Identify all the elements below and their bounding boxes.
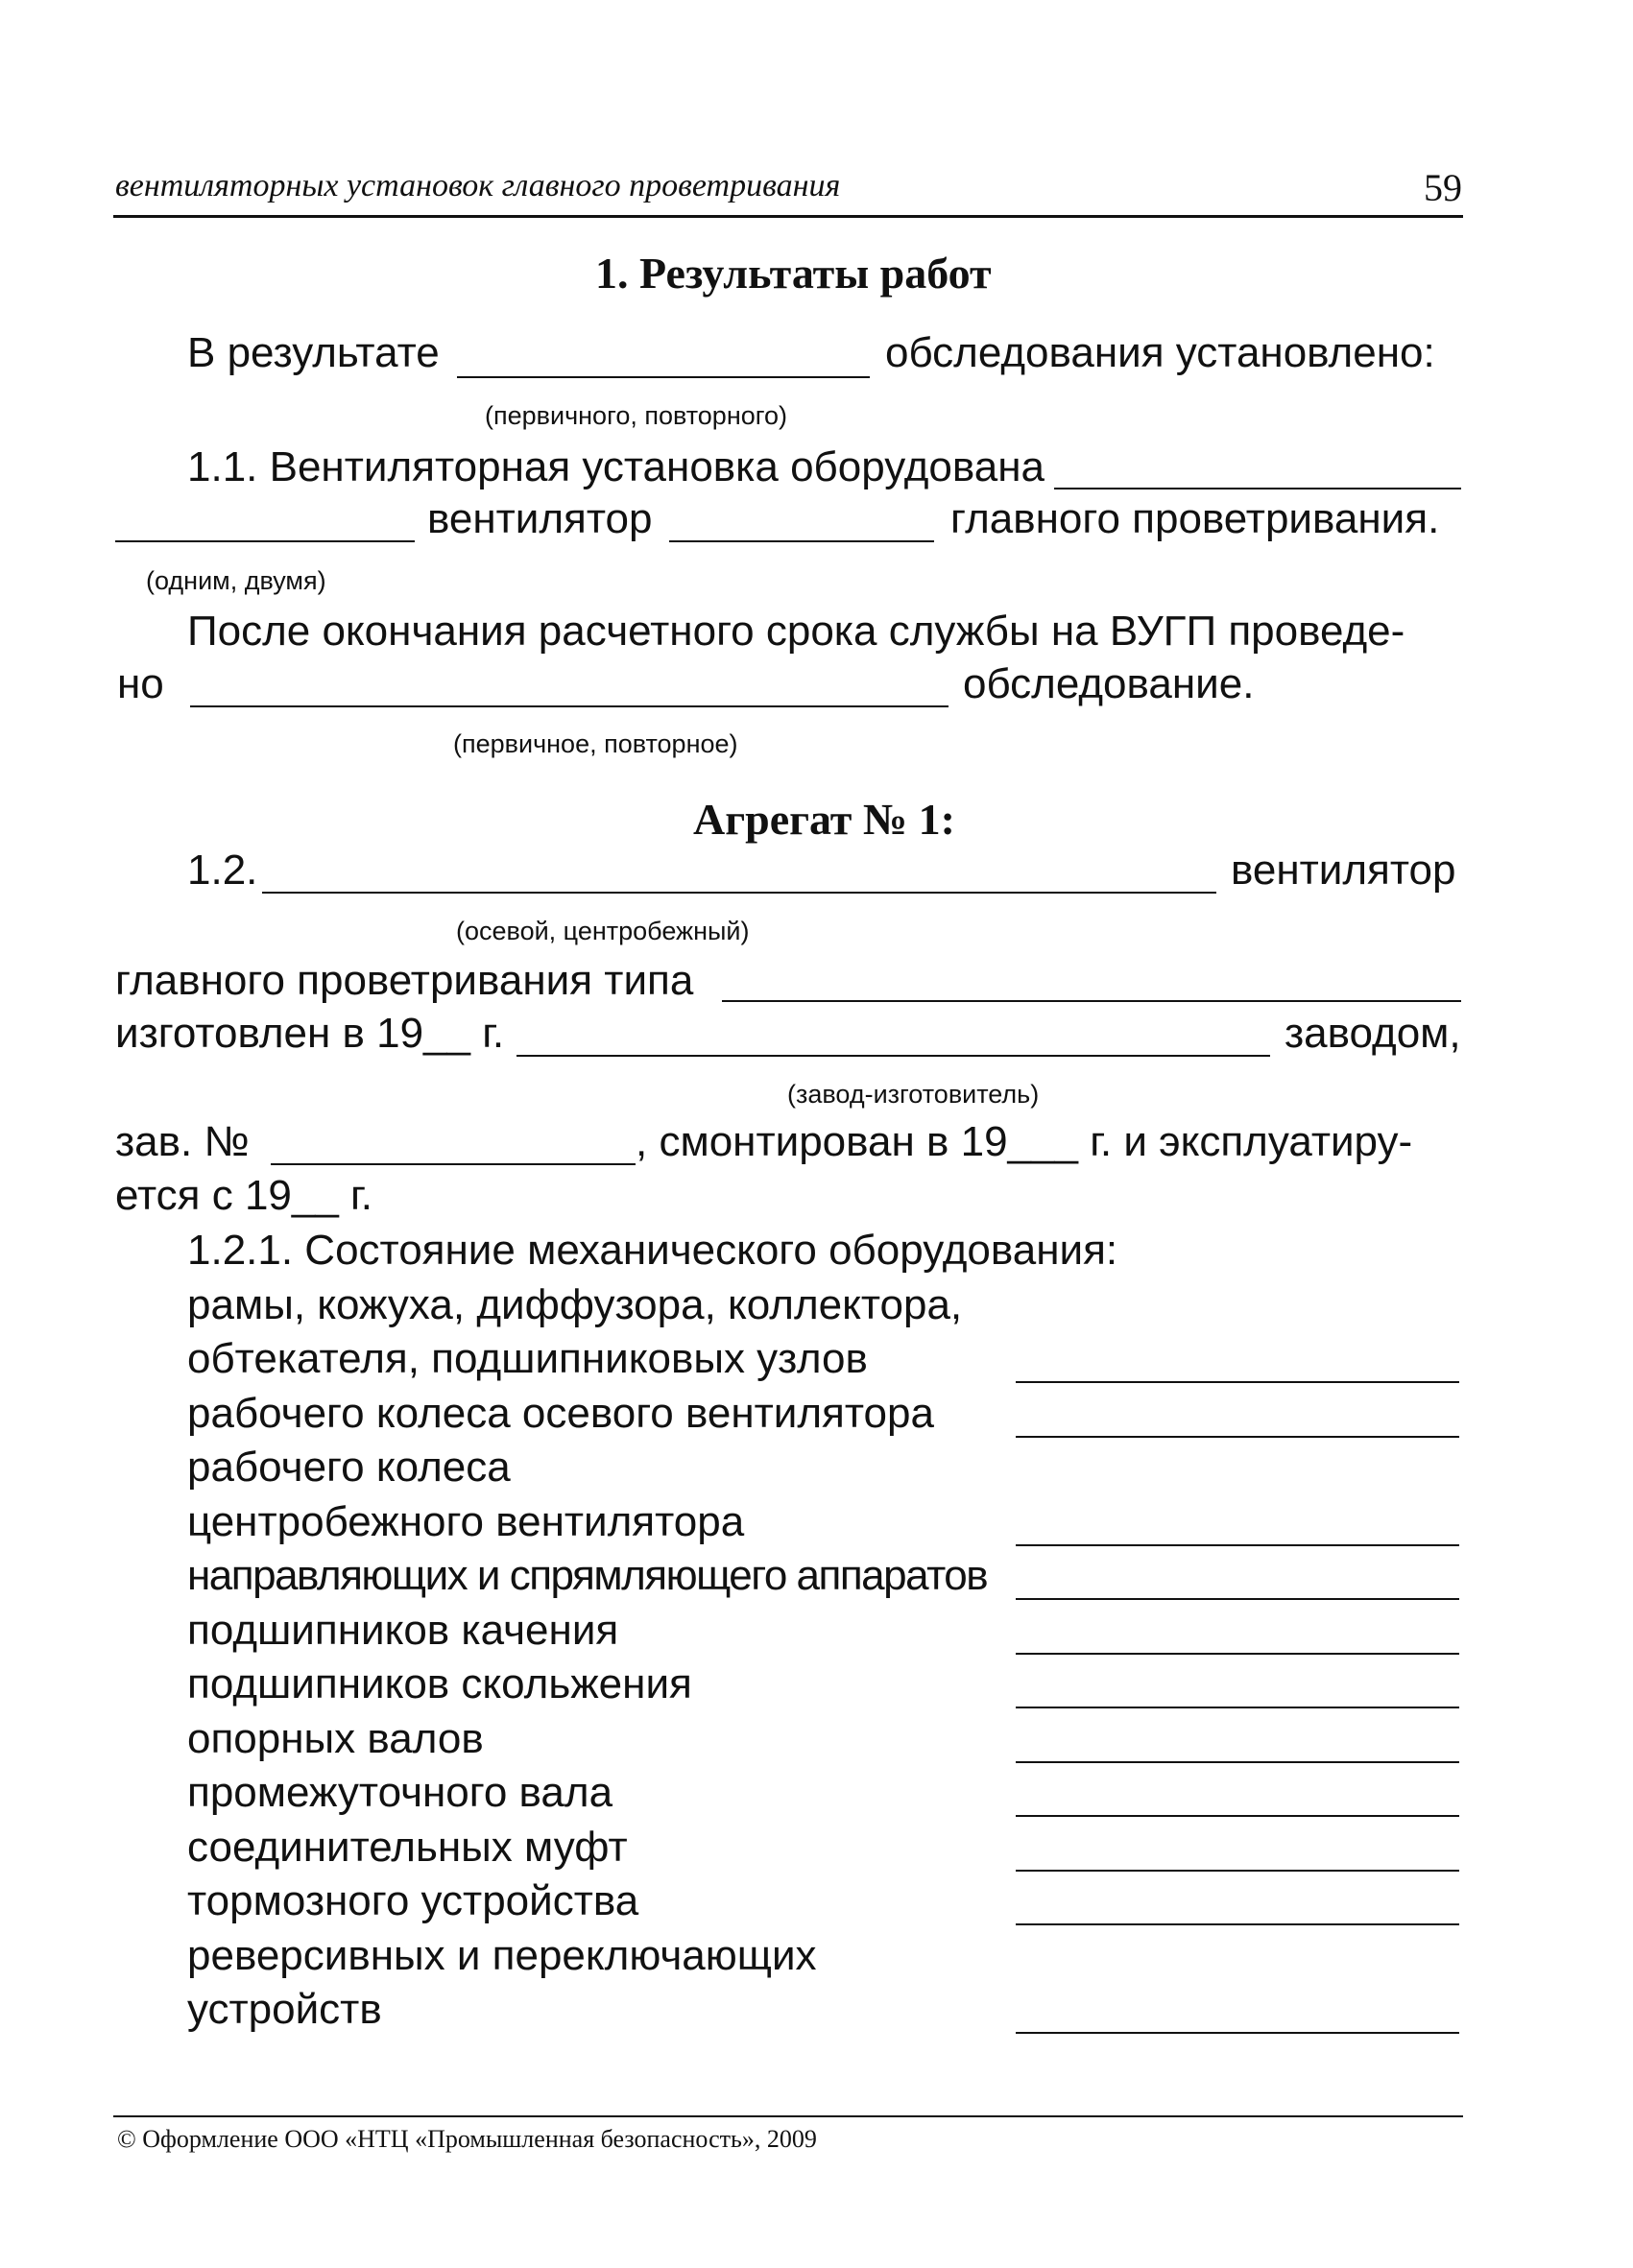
condition-row-label: направляющих и спрямляющего аппаратов <box>187 1552 988 1599</box>
item-1-2-prefix: 1.2. <box>187 847 258 894</box>
condition-row-label: тормозного устройства <box>187 1877 639 1924</box>
condition-row-label: подшипников качения <box>187 1607 619 1654</box>
condition-row-blank[interactable] <box>1016 1381 1459 1383</box>
item-1-2-blank-kind[interactable] <box>262 892 1216 894</box>
intro-prefix: В результате <box>187 329 440 376</box>
item-1-2-blank-serial[interactable] <box>271 1163 636 1165</box>
item-1-1-blank-a[interactable] <box>1054 488 1461 489</box>
footer-copyright: © Оформление ООО «НТЦ «Промышленная безопасность», 2009 <box>117 2125 817 2153</box>
condition-row-blank[interactable] <box>1016 1436 1459 1438</box>
condition-row-blank[interactable] <box>1016 1707 1459 1708</box>
condition-row-blank[interactable] <box>1016 1544 1459 1546</box>
item-1-2-made-suffix: заводом, <box>1285 1010 1461 1057</box>
item-1-2-made-hint: (завод-изготовитель) <box>787 1080 1040 1109</box>
item-1-2-serial-end: ется с 19__ г. <box>115 1172 372 1219</box>
condition-row-label: промежуточного вала <box>187 1769 613 1816</box>
item-1-2-blank-type[interactable] <box>722 1000 1461 1002</box>
condition-row-blank[interactable] <box>1016 1923 1459 1925</box>
item-1-1-mid: вентилятор <box>427 495 653 542</box>
intro-blank[interactable] <box>457 376 870 378</box>
item-1-2-1-title: 1.2.1. Состояние механического оборудования: <box>187 1227 1118 1274</box>
condition-row-label: рамы, кожуха, диффузора, коллектора, <box>187 1281 963 1328</box>
condition-row-label: реверсивных и переключающих <box>187 1932 817 1979</box>
item-1-1-blank-b[interactable] <box>115 540 415 542</box>
after-service-blank[interactable] <box>190 705 949 707</box>
after-service-line2-suffix: обследование. <box>963 660 1255 707</box>
condition-row-label: соединительных муфт <box>187 1824 628 1871</box>
item-1-1-line1: 1.1. Вентиляторная установка оборудована <box>187 443 1045 490</box>
item-1-2-hint: (осевой, центробежный) <box>456 917 750 945</box>
item-1-1-hint: (одним, двумя) <box>146 566 326 595</box>
after-service-hint: (первичное, повторное) <box>453 729 738 758</box>
condition-row-blank[interactable] <box>1016 1815 1459 1817</box>
after-service-line2-prefix: но <box>117 660 164 707</box>
condition-row-label: центробежного вентилятора <box>187 1498 745 1545</box>
running-title: вентиляторных установок главного проветривания <box>115 168 841 203</box>
condition-row-label: устройств <box>187 1986 382 2033</box>
item-1-1-blank-c[interactable] <box>669 540 934 542</box>
item-1-2-made-prefix: изготовлен в 19__ г. <box>115 1010 505 1057</box>
condition-row-blank[interactable] <box>1016 1870 1459 1872</box>
header-rule <box>113 215 1463 218</box>
after-service-line1: После окончания расчетного срока службы на ВУГП проведе- <box>187 608 1405 655</box>
condition-row-label: обтекателя, подшипниковых узлов <box>187 1335 868 1382</box>
footer-rule <box>113 2115 1463 2117</box>
condition-row-label: рабочего колеса <box>187 1444 511 1491</box>
item-1-2-suffix: вентилятор <box>1231 847 1456 894</box>
condition-row-label: рабочего колеса осевого вентилятора <box>187 1390 934 1437</box>
condition-row-blank[interactable] <box>1016 1761 1459 1763</box>
page-number: 59 <box>1424 166 1462 209</box>
item-1-1-end: главного проветривания. <box>950 495 1440 542</box>
section-title: 1. Результаты работ <box>595 249 992 298</box>
item-1-2-serial-prefix: зав. № <box>115 1118 250 1165</box>
intro-suffix: обследования установлено: <box>885 329 1435 376</box>
condition-row-label: подшипников скольжения <box>187 1660 692 1707</box>
unit-heading: Агрегат № 1: <box>693 795 955 844</box>
item-1-2-serial-mid: , смонтирован в 19___ г. и эксплуатиру- <box>636 1118 1413 1165</box>
intro-hint: (первичного, повторного) <box>485 401 788 430</box>
condition-row-blank[interactable] <box>1016 1598 1459 1600</box>
condition-row-label: опорных валов <box>187 1715 484 1762</box>
item-1-2-blank-maker[interactable] <box>516 1055 1270 1057</box>
item-1-2-type-line: главного проветривания типа <box>115 957 694 1004</box>
condition-row-blank[interactable] <box>1016 1653 1459 1655</box>
condition-row-blank[interactable] <box>1016 2032 1459 2034</box>
